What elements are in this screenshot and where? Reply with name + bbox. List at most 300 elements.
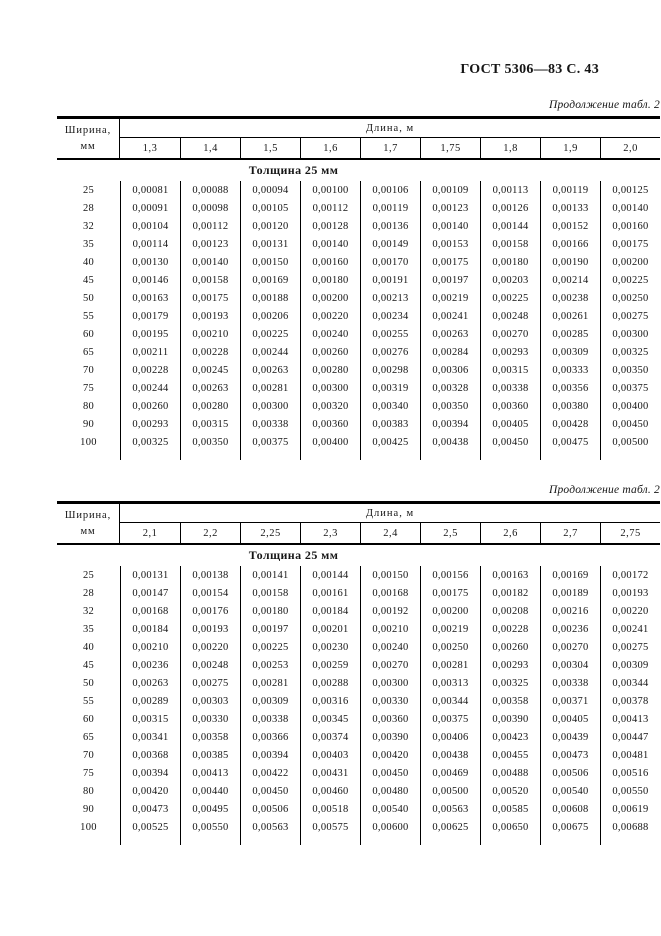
volume-value: 0,00688 (600, 818, 660, 836)
volume-value: 0,00600 (360, 818, 420, 836)
volume-value: 0,00197 (240, 620, 300, 638)
volume-value: 0,00270 (360, 656, 420, 674)
volume-value: 0,00228 (480, 620, 540, 638)
volume-value: 0,00281 (240, 674, 300, 692)
volume-value: 0,00500 (600, 433, 660, 451)
volume-value: 0,00473 (540, 746, 600, 764)
volume-value: 0,00288 (300, 674, 360, 692)
volume-value: 0,00375 (420, 710, 480, 728)
tail-cell (540, 836, 600, 845)
volume-value: 0,00105 (240, 199, 300, 217)
row-width-value: 60 (82, 328, 95, 340)
volume-value: 0,00168 (360, 584, 420, 602)
volume-value: 0,00315 (120, 710, 180, 728)
volume-value: 0,00141 (240, 566, 300, 584)
volume-value: 0,00153 (420, 235, 480, 253)
width-column-header (57, 119, 120, 158)
volume-value: 0,00293 (480, 656, 540, 674)
volume-value: 0,00325 (120, 433, 180, 451)
table-row (57, 235, 660, 253)
table-row (57, 181, 660, 199)
row-width-value: 35 (82, 238, 95, 250)
volume-value: 0,00123 (180, 235, 240, 253)
volume-value: 0,00260 (480, 638, 540, 656)
volume-value: 0,00206 (240, 307, 300, 325)
volume-value: 0,00540 (360, 800, 420, 818)
volume-value: 0,00200 (300, 289, 360, 307)
volume-value: 0,00350 (180, 433, 240, 451)
volume-value: 0,00125 (600, 181, 660, 199)
volume-value: 0,00315 (480, 361, 540, 379)
volume-value: 0,00160 (600, 217, 660, 235)
volume-value: 0,00225 (240, 638, 300, 656)
tail-cell (57, 836, 120, 845)
volume-value: 0,00158 (480, 235, 540, 253)
volume-value: 0,00214 (540, 271, 600, 289)
volume-value: 0,00319 (360, 379, 420, 397)
volume-value: 0,00219 (420, 620, 480, 638)
volume-value: 0,00281 (420, 656, 480, 674)
width-header-line2: мм (80, 525, 96, 537)
volume-value: 0,00210 (180, 325, 240, 343)
volume-value: 0,00191 (360, 271, 420, 289)
volume-value: 0,00144 (480, 217, 540, 235)
table-row (57, 217, 660, 235)
volume-value: 0,00563 (240, 818, 300, 836)
row-width-value: 70 (82, 749, 95, 761)
volume-value: 0,00240 (360, 638, 420, 656)
volume-value: 0,00315 (180, 415, 240, 433)
length-header: Длина, м (120, 504, 660, 523)
table-header (57, 119, 660, 160)
table-row (57, 253, 660, 271)
volume-value: 0,00330 (360, 692, 420, 710)
volume-value: 0,00428 (540, 415, 600, 433)
table-row (57, 271, 660, 289)
tail-cell (300, 451, 360, 460)
tail-cell (420, 836, 480, 845)
volume-value: 0,00259 (300, 656, 360, 674)
length-column-label: 2,25 (240, 523, 300, 543)
volume-value: 0,00120 (240, 217, 300, 235)
table-row (57, 433, 660, 451)
table-row (57, 656, 660, 674)
volume-value: 0,00113 (480, 181, 540, 199)
volume-value: 0,00188 (240, 289, 300, 307)
length-column-label: 2,2 (180, 523, 240, 543)
width-header-line1: Ширина, (64, 510, 112, 522)
row-width-value: 50 (82, 677, 95, 689)
volume-value: 0,00338 (480, 379, 540, 397)
table-header (57, 504, 660, 545)
volume-value: 0,00152 (540, 217, 600, 235)
volume-value: 0,00309 (600, 656, 660, 674)
volume-value: 0,00245 (180, 361, 240, 379)
table-row (57, 343, 660, 361)
volume-value: 0,00338 (540, 674, 600, 692)
volume-value: 0,00563 (420, 800, 480, 818)
row-width-value: 75 (82, 767, 95, 779)
length-header-group (120, 119, 660, 158)
row-width-value: 60 (82, 713, 95, 725)
volume-value: 0,00261 (540, 307, 600, 325)
volume-value: 0,00190 (540, 253, 600, 271)
volume-value: 0,00170 (360, 253, 420, 271)
length-column-label: 2,5 (420, 523, 480, 543)
table-row (57, 307, 660, 325)
length-column-label: 1,3 (142, 142, 158, 154)
volume-value: 0,00450 (240, 782, 300, 800)
volume-value: 0,00333 (540, 361, 600, 379)
volume-value: 0,00385 (180, 746, 240, 764)
volume-value: 0,00150 (240, 253, 300, 271)
volume-value: 0,00284 (420, 343, 480, 361)
table-row (57, 818, 660, 836)
volume-value: 0,00160 (300, 253, 360, 271)
volume-value: 0,00131 (120, 566, 180, 584)
volume-value: 0,00104 (120, 217, 180, 235)
volume-value: 0,00131 (240, 235, 300, 253)
table-row (57, 566, 660, 584)
volume-value: 0,00540 (540, 782, 600, 800)
volume-value: 0,00106 (360, 181, 420, 199)
volume-value: 0,00163 (480, 566, 540, 584)
volume-table-2 (57, 501, 660, 845)
volume-value: 0,00394 (420, 415, 480, 433)
volume-value: 0,00126 (480, 199, 540, 217)
volume-value: 0,00280 (300, 361, 360, 379)
volume-value: 0,00094 (240, 181, 300, 199)
volume-value: 0,00208 (480, 602, 540, 620)
table-continuation-label: Продолжение табл. 2 (548, 484, 660, 496)
volume-value: 0,00140 (420, 217, 480, 235)
volume-value: 0,00330 (180, 710, 240, 728)
volume-value: 0,00203 (480, 271, 540, 289)
row-width-value: 55 (82, 310, 95, 322)
volume-value: 0,00495 (180, 800, 240, 818)
volume-value: 0,00133 (540, 199, 600, 217)
row-width-value: 28 (82, 202, 95, 214)
volume-value: 0,00420 (120, 782, 180, 800)
volume-value: 0,00423 (480, 728, 540, 746)
volume-value: 0,00169 (540, 566, 600, 584)
volume-value: 0,00405 (540, 710, 600, 728)
volume-value: 0,00195 (120, 325, 180, 343)
volume-value: 0,00340 (360, 397, 420, 415)
row-width-value: 80 (82, 400, 95, 412)
volume-value: 0,00213 (360, 289, 420, 307)
volume-value: 0,00156 (420, 566, 480, 584)
volume-value: 0,00350 (420, 397, 480, 415)
volume-value: 0,00345 (300, 710, 360, 728)
tail-cell (360, 836, 420, 845)
volume-value: 0,00241 (420, 307, 480, 325)
volume-value: 0,00088 (180, 181, 240, 199)
volume-value: 0,00275 (600, 638, 660, 656)
volume-value: 0,00260 (300, 343, 360, 361)
volume-value: 0,00550 (600, 782, 660, 800)
length-column-label: 1,5 (240, 138, 300, 158)
volume-value: 0,00338 (240, 710, 300, 728)
volume-value: 0,00184 (120, 620, 180, 638)
row-width-value: 65 (82, 346, 95, 358)
volume-value: 0,00475 (540, 433, 600, 451)
volume-value: 0,00169 (240, 271, 300, 289)
volume-value: 0,00520 (480, 782, 540, 800)
tail-cell (120, 451, 180, 460)
volume-value: 0,00180 (240, 602, 300, 620)
volume-value: 0,00098 (180, 199, 240, 217)
volume-value: 0,00285 (540, 325, 600, 343)
row-width-value: 32 (82, 605, 95, 617)
volume-value: 0,00166 (540, 235, 600, 253)
volume-value: 0,00344 (600, 674, 660, 692)
volume-value: 0,00240 (300, 325, 360, 343)
volume-value: 0,00263 (120, 674, 180, 692)
table-row (57, 638, 660, 656)
volume-value: 0,00154 (180, 584, 240, 602)
volume-value: 0,00244 (240, 343, 300, 361)
volume-value: 0,00438 (420, 433, 480, 451)
volume-value: 0,00248 (480, 307, 540, 325)
volume-value: 0,00109 (420, 181, 480, 199)
length-column-labels (120, 138, 660, 158)
row-width-value: 28 (82, 587, 95, 599)
volume-value: 0,00438 (420, 746, 480, 764)
volume-value: 0,00263 (180, 379, 240, 397)
volume-value: 0,00309 (540, 343, 600, 361)
volume-value: 0,00450 (360, 764, 420, 782)
table-row (57, 397, 660, 415)
volume-value: 0,00380 (540, 397, 600, 415)
volume-value: 0,00220 (600, 602, 660, 620)
volume-value: 0,00293 (480, 343, 540, 361)
volume-value: 0,00469 (420, 764, 480, 782)
length-column-label: 2,75 (600, 523, 660, 543)
volume-value: 0,00211 (120, 343, 180, 361)
volume-value: 0,00180 (480, 253, 540, 271)
volume-value: 0,00375 (240, 433, 300, 451)
length-header: Длина, м (120, 119, 660, 138)
table-row (57, 782, 660, 800)
volume-value: 0,00281 (240, 379, 300, 397)
volume-value: 0,00280 (180, 397, 240, 415)
volume-value: 0,00091 (120, 199, 180, 217)
length-column-labels (120, 523, 660, 543)
tail-cell (240, 836, 300, 845)
row-width-value: 65 (82, 731, 95, 743)
table-tail-row (57, 836, 660, 845)
volume-value: 0,00150 (360, 566, 420, 584)
width-header-line2: мм (80, 140, 96, 152)
volume-value: 0,00210 (120, 638, 180, 656)
volume-value: 0,00255 (360, 325, 420, 343)
volume-value: 0,00119 (540, 181, 600, 199)
tail-cell (420, 451, 480, 460)
volume-value: 0,00161 (300, 584, 360, 602)
volume-value: 0,00368 (120, 746, 180, 764)
volume-value: 0,00136 (360, 217, 420, 235)
tail-cell (540, 451, 600, 460)
table-row (57, 800, 660, 818)
tail-cell (360, 451, 420, 460)
tail-cell (480, 451, 540, 460)
table-body (57, 181, 660, 460)
volume-value: 0,00306 (420, 361, 480, 379)
tail-cell (120, 836, 180, 845)
volume-value: 0,00293 (120, 415, 180, 433)
length-column-label: 2,3 (300, 523, 360, 543)
volume-value: 0,00241 (600, 620, 660, 638)
volume-value: 0,00303 (180, 692, 240, 710)
volume-value: 0,00119 (360, 199, 420, 217)
volume-value: 0,00403 (300, 746, 360, 764)
volume-value: 0,00189 (540, 584, 600, 602)
volume-value: 0,00168 (120, 602, 180, 620)
volume-value: 0,00200 (420, 602, 480, 620)
volume-value: 0,00128 (300, 217, 360, 235)
table-tail-row (57, 451, 660, 460)
volume-value: 0,00341 (120, 728, 180, 746)
volume-value: 0,00650 (480, 818, 540, 836)
volume-value: 0,00175 (600, 235, 660, 253)
volume-value: 0,00481 (600, 746, 660, 764)
volume-value: 0,00197 (420, 271, 480, 289)
table-row (57, 584, 660, 602)
row-width-value: 50 (82, 292, 95, 304)
row-width-value: 100 (80, 436, 97, 448)
volume-value: 0,00180 (300, 271, 360, 289)
volume-value: 0,00225 (600, 271, 660, 289)
volume-value: 0,00140 (180, 253, 240, 271)
volume-value: 0,00325 (480, 674, 540, 692)
volume-value: 0,00360 (360, 710, 420, 728)
volume-value: 0,00179 (120, 307, 180, 325)
volume-value: 0,00425 (360, 433, 420, 451)
volume-value: 0,00358 (480, 692, 540, 710)
length-header-group (120, 504, 660, 543)
volume-value: 0,00238 (540, 289, 600, 307)
volume-value: 0,00350 (600, 361, 660, 379)
length-column-label: 1,8 (480, 138, 540, 158)
volume-value: 0,00378 (600, 692, 660, 710)
volume-value: 0,00506 (540, 764, 600, 782)
volume-value: 0,00400 (300, 433, 360, 451)
volume-value: 0,00253 (240, 656, 300, 674)
volume-value: 0,00163 (120, 289, 180, 307)
volume-value: 0,00374 (300, 728, 360, 746)
row-width-value: 40 (82, 641, 95, 653)
volume-value: 0,00220 (300, 307, 360, 325)
table-section-1 (57, 99, 660, 460)
volume-value: 0,00394 (120, 764, 180, 782)
volume-value: 0,00219 (420, 289, 480, 307)
volume-value: 0,00201 (300, 620, 360, 638)
length-column-label: 2,0 (600, 138, 660, 158)
length-column-label: 1,6 (300, 138, 360, 158)
row-width-value: 45 (82, 274, 95, 286)
row-width-value: 100 (80, 821, 97, 833)
volume-value: 0,00447 (600, 728, 660, 746)
table-row (57, 620, 660, 638)
volume-value: 0,00250 (420, 638, 480, 656)
volume-value: 0,00325 (600, 343, 660, 361)
tail-cell (240, 451, 300, 460)
volume-value: 0,00358 (180, 728, 240, 746)
row-width-value: 90 (82, 418, 95, 430)
volume-value: 0,00518 (300, 800, 360, 818)
tail-cell (180, 451, 240, 460)
volume-value: 0,00585 (480, 800, 540, 818)
volume-value: 0,00390 (480, 710, 540, 728)
table-section-2 (57, 484, 660, 845)
volume-value: 0,00216 (540, 602, 600, 620)
volume-value: 0,00313 (420, 674, 480, 692)
volume-value: 0,00371 (540, 692, 600, 710)
volume-value: 0,00184 (300, 602, 360, 620)
volume-value: 0,00525 (120, 818, 180, 836)
volume-value: 0,00193 (180, 307, 240, 325)
volume-value: 0,00130 (120, 253, 180, 271)
tail-cell (180, 836, 240, 845)
volume-value: 0,00439 (540, 728, 600, 746)
volume-value: 0,00263 (240, 361, 300, 379)
volume-value: 0,00138 (180, 566, 240, 584)
table-row (57, 674, 660, 692)
volume-value: 0,00480 (360, 782, 420, 800)
volume-value: 0,00450 (480, 433, 540, 451)
volume-value: 0,00300 (600, 325, 660, 343)
volume-value: 0,00328 (420, 379, 480, 397)
row-width-value: 32 (82, 220, 95, 232)
volume-value: 0,00360 (300, 415, 360, 433)
volume-value: 0,00390 (360, 728, 420, 746)
volume-value: 0,00550 (180, 818, 240, 836)
row-width-value: 40 (82, 256, 95, 268)
table-row (57, 710, 660, 728)
tail-cell (57, 451, 120, 460)
volume-value: 0,00236 (120, 656, 180, 674)
volume-value: 0,00316 (300, 692, 360, 710)
volume-value: 0,00431 (300, 764, 360, 782)
volume-value: 0,00488 (480, 764, 540, 782)
volume-value: 0,00244 (120, 379, 180, 397)
page-title: ГОСТ 5306—83 С. 43 (460, 62, 599, 77)
volume-value: 0,00394 (240, 746, 300, 764)
volume-value: 0,00140 (300, 235, 360, 253)
volume-value: 0,00158 (180, 271, 240, 289)
volume-value: 0,00298 (360, 361, 420, 379)
table-row (57, 602, 660, 620)
table-continuation-label: Продолжение табл. 2 (548, 99, 660, 111)
volume-value: 0,00225 (240, 325, 300, 343)
volume-value: 0,00344 (420, 692, 480, 710)
volume-value: 0,00289 (120, 692, 180, 710)
table-row (57, 692, 660, 710)
volume-value: 0,00455 (480, 746, 540, 764)
volume-value: 0,00300 (360, 674, 420, 692)
volume-value: 0,00356 (540, 379, 600, 397)
volume-value: 0,00473 (120, 800, 180, 818)
table-row (57, 764, 660, 782)
table-row (57, 415, 660, 433)
row-width-value: 25 (82, 184, 95, 196)
row-width-value: 70 (82, 364, 95, 376)
volume-value: 0,00366 (240, 728, 300, 746)
volume-value: 0,00360 (480, 397, 540, 415)
row-width-value: 90 (82, 803, 95, 815)
volume-value: 0,00172 (600, 566, 660, 584)
